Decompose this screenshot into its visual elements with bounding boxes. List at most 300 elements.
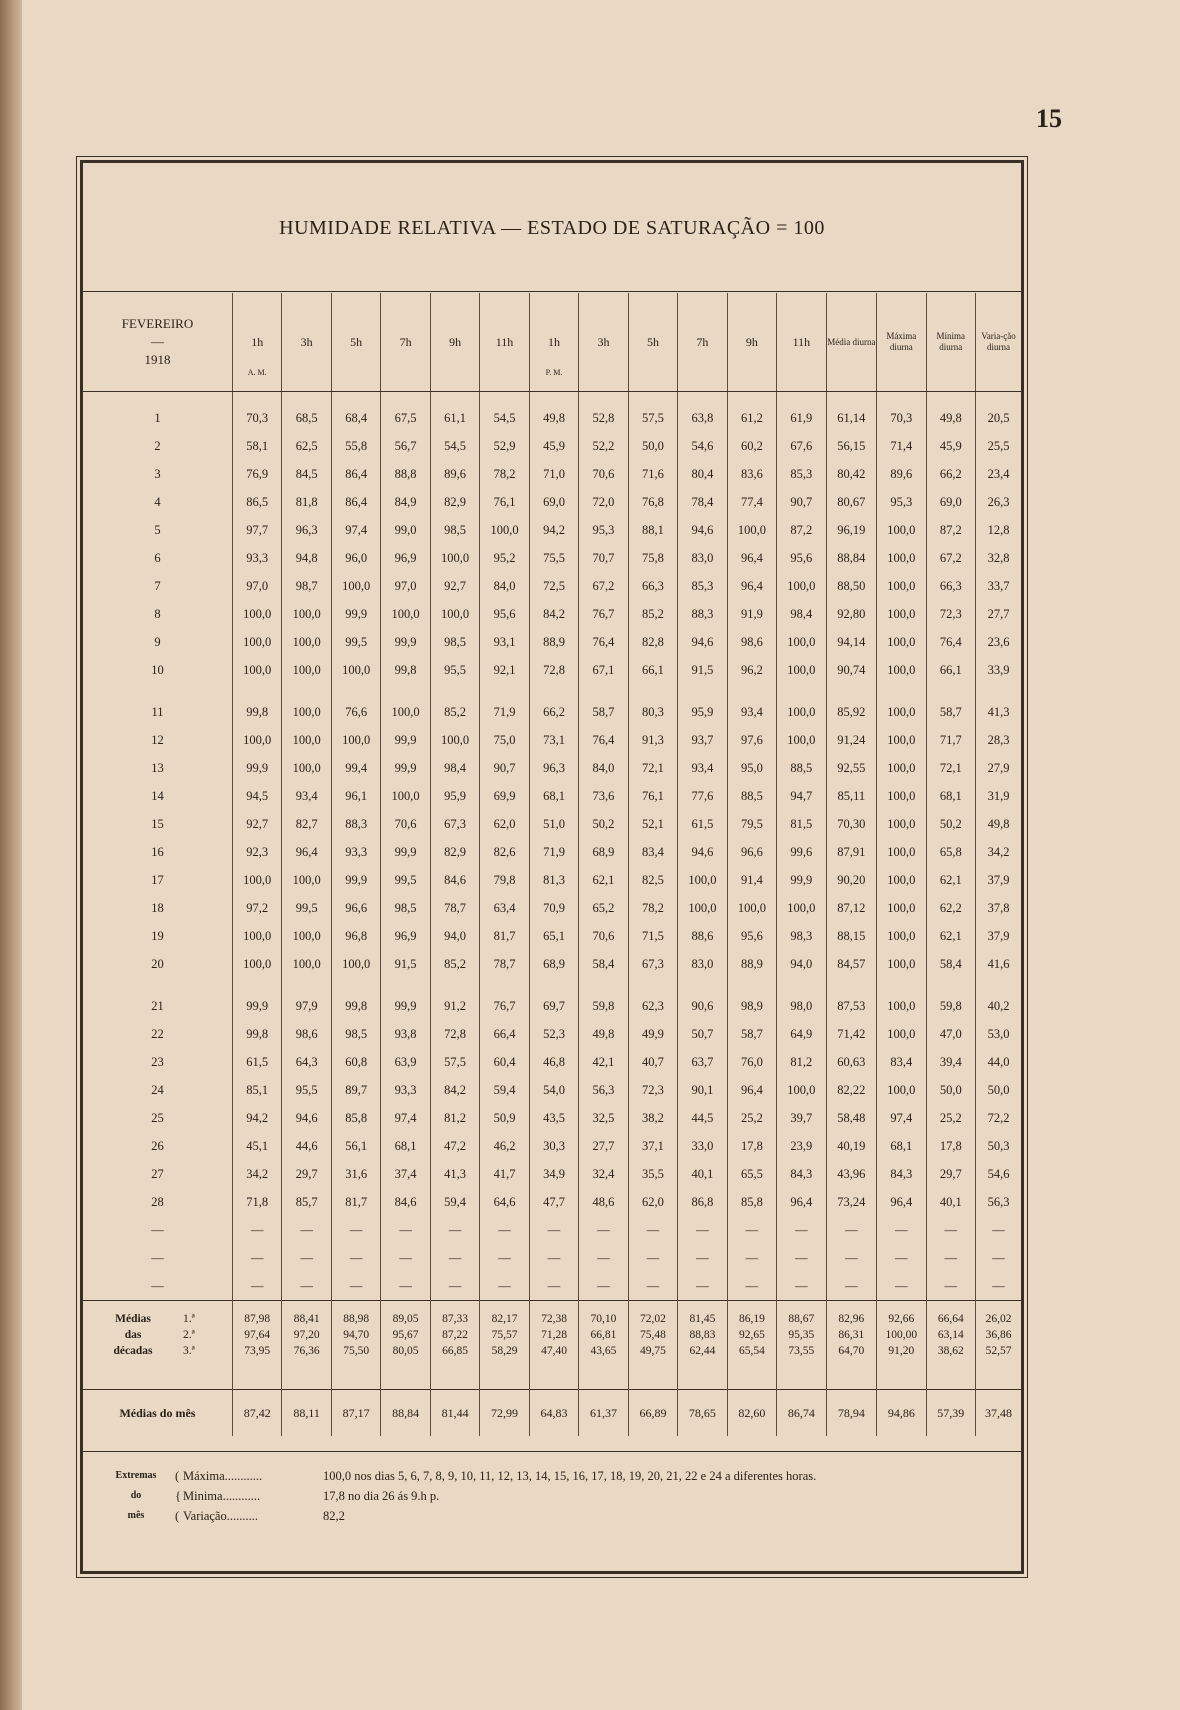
dash-cell: —: [381, 1272, 430, 1301]
hour-header: 5h: [628, 293, 677, 392]
day-cell: 6: [154, 550, 161, 565]
value-cell: 58,4: [926, 950, 975, 978]
value-cell: 66,3: [926, 572, 975, 600]
dash-cell: —: [151, 1222, 164, 1237]
table-row: [83, 922, 1021, 950]
value-cell: 66,1: [628, 656, 677, 684]
value-cell: 93,4: [727, 698, 776, 726]
value-cell: 98,9: [727, 992, 776, 1020]
dash-cell: —: [331, 1216, 380, 1244]
value-cell: 84,3: [777, 1160, 826, 1188]
table-row: [83, 726, 1021, 754]
value-cell: 44,5: [678, 1104, 727, 1132]
value-cell: 59,4: [480, 1076, 529, 1104]
value-cell: 100,0: [877, 1076, 926, 1104]
value-cell: 12,8: [976, 516, 1021, 544]
value-cell: 67,6: [777, 432, 826, 460]
value-cell: 92,55: [826, 754, 877, 782]
value-cell: 100,0: [777, 698, 826, 726]
value-cell: 40,7: [628, 1048, 677, 1076]
value-cell: 17,8: [926, 1132, 975, 1160]
dash-cell: —: [678, 1272, 727, 1301]
decade-value-cell: 75,50: [331, 1343, 380, 1359]
value-cell: 69,9: [480, 782, 529, 810]
value-cell: 99,9: [381, 838, 430, 866]
value-cell: 92,7: [232, 810, 281, 838]
value-cell: 45,1: [232, 1132, 281, 1160]
value-cell: 37,8: [976, 894, 1021, 922]
value-cell: 76,4: [579, 628, 628, 656]
dash-cell: —: [381, 1216, 430, 1244]
value-cell: 37,1: [628, 1132, 677, 1160]
value-cell: 96,4: [877, 1188, 926, 1216]
value-cell: 100,0: [331, 572, 380, 600]
dash-cell: —: [331, 1244, 380, 1272]
value-cell: 65,1: [529, 922, 578, 950]
day-cell: 21: [151, 998, 164, 1013]
value-cell: 84,6: [430, 866, 479, 894]
value-cell: 94,6: [678, 516, 727, 544]
decade-value-cell: 94,70: [331, 1327, 380, 1343]
month-header: [83, 293, 232, 392]
value-cell: 98,5: [381, 894, 430, 922]
table-row: [83, 1160, 1021, 1188]
value-cell: 81,7: [480, 922, 529, 950]
value-cell: 61,2: [727, 392, 776, 433]
value-cell: 58,4: [579, 950, 628, 978]
dash-cell: —: [151, 1250, 164, 1265]
dash-cell: —: [529, 1244, 578, 1272]
value-cell: 53,0: [976, 1020, 1021, 1048]
value-cell: 56,15: [826, 432, 877, 460]
value-cell: 99,6: [777, 838, 826, 866]
dash-cell: —: [232, 1216, 281, 1244]
value-cell: 99,8: [331, 992, 380, 1020]
value-cell: 96,3: [282, 516, 331, 544]
value-cell: 91,5: [381, 950, 430, 978]
value-cell: 99,4: [331, 754, 380, 782]
decade-value-cell: 63,14: [926, 1327, 975, 1343]
month-average-row: [83, 1390, 1021, 1437]
value-cell: 81,2: [777, 1048, 826, 1076]
maxima-diurna-header: Máxima diurna: [877, 293, 926, 392]
value-cell: 94,8: [282, 544, 331, 572]
value-cell: 99,9: [777, 866, 826, 894]
value-cell: 99,9: [381, 628, 430, 656]
value-cell: 72,8: [430, 1020, 479, 1048]
value-cell: 80,4: [678, 460, 727, 488]
table-row: [83, 516, 1021, 544]
averages-separator: [83, 1301, 1021, 1312]
value-cell: 100,0: [430, 544, 479, 572]
value-cell: 96,9: [381, 544, 430, 572]
value-cell: 72,8: [529, 656, 578, 684]
decade-value-cell: 81,45: [678, 1311, 727, 1327]
hour-header: 9h: [727, 293, 776, 392]
value-cell: 46,8: [529, 1048, 578, 1076]
empty-day-row: [83, 1272, 1021, 1301]
value-cell: 64,3: [282, 1048, 331, 1076]
value-cell: 52,9: [480, 432, 529, 460]
value-cell: 72,1: [628, 754, 677, 782]
month-value-cell: 61,37: [579, 1390, 628, 1437]
min-label: Minima............: [183, 1489, 261, 1503]
value-cell: 67,2: [926, 544, 975, 572]
value-cell: 99,9: [381, 754, 430, 782]
value-cell: 76,1: [628, 782, 677, 810]
value-cell: 95,0: [727, 754, 776, 782]
table-row: [83, 894, 1021, 922]
dash-cell: —: [628, 1272, 677, 1301]
value-cell: 32,8: [976, 544, 1021, 572]
value-cell: 99,5: [331, 628, 380, 656]
value-cell: 97,4: [877, 1104, 926, 1132]
value-cell: 70,6: [579, 460, 628, 488]
value-cell: 80,42: [826, 460, 877, 488]
value-cell: 50,0: [926, 1076, 975, 1104]
pm-label: P. M.: [545, 368, 563, 377]
value-cell: 94,6: [282, 1104, 331, 1132]
value-cell: 83,6: [727, 460, 776, 488]
value-cell: 76,6: [331, 698, 380, 726]
day-cell: 25: [151, 1110, 164, 1125]
value-cell: 40,1: [926, 1188, 975, 1216]
value-cell: 76,4: [579, 726, 628, 754]
table-row: [83, 992, 1021, 1020]
value-cell: 84,0: [579, 754, 628, 782]
value-cell: 32,5: [579, 1104, 628, 1132]
value-cell: 34,2: [232, 1160, 281, 1188]
day-cell: 12: [151, 732, 164, 747]
value-cell: 61,9: [777, 392, 826, 433]
humidity-table: [83, 293, 1021, 1436]
decade-value-cell: 91,20: [877, 1343, 926, 1359]
value-cell: 57,5: [430, 1048, 479, 1076]
dash-cell: —: [579, 1244, 628, 1272]
value-cell: 68,9: [529, 950, 578, 978]
value-cell: 76,0: [727, 1048, 776, 1076]
minima-diurna-header: Mínima diurna: [926, 293, 975, 392]
value-cell: 90,1: [678, 1076, 727, 1104]
extremes-sublabels: [183, 1466, 262, 1526]
value-cell: 33,9: [976, 656, 1021, 684]
value-cell: 89,7: [331, 1076, 380, 1104]
table-row: [83, 1132, 1021, 1160]
value-cell: 97,0: [232, 572, 281, 600]
value-cell: 66,2: [529, 698, 578, 726]
hour-header: 1h A. M.: [232, 293, 281, 392]
value-cell: 72,5: [529, 572, 578, 600]
table-row: [83, 392, 1021, 433]
decade-value-cell: 82,17: [480, 1311, 529, 1327]
value-cell: 76,9: [232, 460, 281, 488]
value-cell: 58,7: [727, 1020, 776, 1048]
value-cell: 71,6: [628, 460, 677, 488]
value-cell: 95,5: [282, 1076, 331, 1104]
value-cell: 61,1: [430, 392, 479, 433]
value-cell: 48,6: [579, 1188, 628, 1216]
value-cell: 23,9: [777, 1132, 826, 1160]
value-cell: 100,0: [232, 726, 281, 754]
value-cell: 100,0: [282, 600, 331, 628]
value-cell: 85,3: [678, 572, 727, 600]
value-cell: 93,3: [381, 1076, 430, 1104]
day-cell: 8: [154, 606, 161, 621]
value-cell: 50,9: [480, 1104, 529, 1132]
decade-average-row: [83, 1343, 1021, 1359]
value-cell: 75,8: [628, 544, 677, 572]
decade-value-cell: 76,36: [282, 1343, 331, 1359]
value-cell: 71,42: [826, 1020, 877, 1048]
value-cell: 70,3: [232, 392, 281, 433]
value-cell: 85,8: [331, 1104, 380, 1132]
value-cell: 81,2: [430, 1104, 479, 1132]
value-cell: 81,5: [777, 810, 826, 838]
decade-value-cell: 87,22: [430, 1327, 479, 1343]
value-cell: 70,30: [826, 810, 877, 838]
value-cell: 84,5: [282, 460, 331, 488]
value-cell: 98,3: [777, 922, 826, 950]
value-cell: 45,9: [926, 432, 975, 460]
value-cell: 90,74: [826, 656, 877, 684]
value-cell: 17,8: [727, 1132, 776, 1160]
value-cell: 83,4: [877, 1048, 926, 1076]
dash-cell: —: [727, 1272, 776, 1301]
table-frame: [80, 160, 1024, 1574]
dash-cell: —: [480, 1216, 529, 1244]
value-cell: 100,0: [877, 754, 926, 782]
decade-value-cell: 95,67: [381, 1327, 430, 1343]
value-cell: 59,8: [926, 992, 975, 1020]
value-cell: 64,9: [777, 1020, 826, 1048]
value-cell: 81,3: [529, 866, 578, 894]
value-cell: 93,4: [282, 782, 331, 810]
value-cell: 68,1: [877, 1132, 926, 1160]
table-row: [83, 1104, 1021, 1132]
dash-cell: —: [926, 1244, 975, 1272]
value-cell: 60,2: [727, 432, 776, 460]
value-cell: 72,3: [628, 1076, 677, 1104]
decade-label: décadas 3.ª: [113, 1345, 195, 1357]
value-cell: 100,0: [877, 838, 926, 866]
value-cell: 99,9: [232, 992, 281, 1020]
value-cell: 97,9: [282, 992, 331, 1020]
value-cell: 66,2: [926, 460, 975, 488]
value-cell: 100,0: [381, 782, 430, 810]
value-cell: 49,8: [926, 392, 975, 433]
month-value-cell: 94,86: [877, 1390, 926, 1437]
value-cell: 100,0: [282, 866, 331, 894]
value-cell: 56,3: [976, 1188, 1021, 1216]
decade-value-cell: 89,05: [381, 1311, 430, 1327]
dash-cell: —: [480, 1244, 529, 1272]
value-cell: 97,0: [381, 572, 430, 600]
value-cell: 41,7: [480, 1160, 529, 1188]
table-row: [83, 544, 1021, 572]
day-cell: 20: [151, 956, 164, 971]
value-cell: 82,7: [282, 810, 331, 838]
value-cell: 45,9: [529, 432, 578, 460]
hour-header: 1h P. M.: [529, 293, 578, 392]
value-cell: 100,0: [232, 950, 281, 978]
value-cell: 88,3: [678, 600, 727, 628]
table-row: [83, 950, 1021, 978]
value-cell: 34,9: [529, 1160, 578, 1188]
month-value-cell: 82,60: [727, 1390, 776, 1437]
decade-value-cell: 52,57: [976, 1343, 1021, 1359]
hour-header: 3h: [282, 293, 331, 392]
page-number: 15: [1036, 104, 1062, 133]
value-cell: 100,0: [282, 726, 331, 754]
media-diurna-header: Média diurna: [826, 293, 877, 392]
min-value: 17,8 no dia 26 ás 9.h p.: [323, 1489, 440, 1503]
table-row: [83, 488, 1021, 516]
empty-day-row: [83, 1216, 1021, 1244]
value-cell: 68,9: [579, 838, 628, 866]
value-cell: 85,8: [727, 1188, 776, 1216]
day-cell: 9: [154, 634, 161, 649]
dash-cell: —: [877, 1272, 926, 1301]
decade-value-cell: 86,19: [727, 1311, 776, 1327]
value-cell: 85,2: [628, 600, 677, 628]
max-label: Máxima............: [183, 1469, 263, 1483]
value-cell: 85,3: [777, 460, 826, 488]
value-cell: 100,0: [430, 726, 479, 754]
value-cell: 100,0: [877, 516, 926, 544]
value-cell: 99,9: [381, 992, 430, 1020]
value-cell: 84,3: [877, 1160, 926, 1188]
value-cell: 99,9: [331, 866, 380, 894]
value-cell: 43,5: [529, 1104, 578, 1132]
value-cell: 79,5: [727, 810, 776, 838]
value-cell: 94,14: [826, 628, 877, 656]
month-value-cell: 78,94: [826, 1390, 877, 1437]
decade-value-cell: 70,10: [579, 1311, 628, 1327]
value-cell: 78,2: [628, 894, 677, 922]
value-cell: 68,4: [331, 392, 380, 433]
day-cell: 7: [154, 578, 161, 593]
value-cell: 77,4: [727, 488, 776, 516]
value-cell: 99,9: [381, 726, 430, 754]
dash-cell: —: [628, 1244, 677, 1272]
value-cell: 83,0: [678, 950, 727, 978]
value-cell: 91,3: [628, 726, 677, 754]
dash-cell: —: [777, 1272, 826, 1301]
dash-cell: —: [282, 1244, 331, 1272]
value-cell: 83,0: [678, 544, 727, 572]
decade-value-cell: 72,02: [628, 1311, 677, 1327]
value-cell: 100,0: [777, 572, 826, 600]
value-cell: 52,1: [628, 810, 677, 838]
value-cell: 93,3: [331, 838, 380, 866]
value-cell: 89,6: [430, 460, 479, 488]
value-cell: 63,9: [381, 1048, 430, 1076]
value-cell: 62,1: [579, 866, 628, 894]
value-cell: 88,8: [381, 460, 430, 488]
day-cell: 17: [151, 872, 164, 887]
dash-cell: —: [282, 1216, 331, 1244]
value-cell: 37,4: [381, 1160, 430, 1188]
value-cell: 98,6: [282, 1020, 331, 1048]
month-value-cell: 88,84: [381, 1390, 430, 1437]
value-cell: 100,0: [232, 922, 281, 950]
value-cell: 60,63: [826, 1048, 877, 1076]
value-cell: 88,5: [727, 782, 776, 810]
value-cell: 75,5: [529, 544, 578, 572]
value-cell: 50,3: [976, 1132, 1021, 1160]
value-cell: 100,0: [877, 922, 926, 950]
value-cell: 76,8: [628, 488, 677, 516]
value-cell: 83,4: [628, 838, 677, 866]
value-cell: 99,8: [232, 698, 281, 726]
value-cell: 97,2: [232, 894, 281, 922]
dash-cell: —: [529, 1272, 578, 1301]
value-cell: 100,0: [727, 516, 776, 544]
decade-value-cell: 86,31: [826, 1327, 877, 1343]
value-cell: 58,48: [826, 1104, 877, 1132]
value-cell: 54,0: [529, 1076, 578, 1104]
decade-value-cell: 66,81: [579, 1327, 628, 1343]
value-cell: 67,2: [579, 572, 628, 600]
value-cell: 57,5: [628, 392, 677, 433]
value-cell: 100,0: [282, 628, 331, 656]
value-cell: 100,0: [877, 894, 926, 922]
value-cell: 100,0: [877, 698, 926, 726]
table-row: [83, 1076, 1021, 1104]
dash-cell: —: [777, 1216, 826, 1244]
value-cell: 99,8: [232, 1020, 281, 1048]
value-cell: 79,8: [480, 866, 529, 894]
decade-value-cell: 47,40: [529, 1343, 578, 1359]
decade-value-cell: 75,57: [480, 1327, 529, 1343]
value-cell: 66,4: [480, 1020, 529, 1048]
decade-value-cell: 43,65: [579, 1343, 628, 1359]
dash-cell: —: [826, 1272, 877, 1301]
value-cell: 23,4: [976, 460, 1021, 488]
table-row: [83, 656, 1021, 684]
value-cell: 67,3: [430, 810, 479, 838]
decade-value-cell: 97,64: [232, 1327, 281, 1343]
value-cell: 56,7: [381, 432, 430, 460]
var-value: 82,2: [323, 1509, 345, 1523]
value-cell: 52,2: [579, 432, 628, 460]
value-cell: 58,1: [232, 432, 281, 460]
value-cell: 65,8: [926, 838, 975, 866]
value-cell: 54,5: [480, 392, 529, 433]
value-cell: 90,6: [678, 992, 727, 1020]
value-cell: 46,2: [480, 1132, 529, 1160]
value-cell: 100,0: [877, 992, 926, 1020]
value-cell: 27,7: [579, 1132, 628, 1160]
value-cell: 40,2: [976, 992, 1021, 1020]
value-cell: 99,8: [381, 656, 430, 684]
value-cell: 82,5: [628, 866, 677, 894]
value-cell: 47,7: [529, 1188, 578, 1216]
value-cell: 99,9: [331, 600, 380, 628]
value-cell: 65,5: [727, 1160, 776, 1188]
value-cell: 61,5: [232, 1048, 281, 1076]
value-cell: 93,3: [232, 544, 281, 572]
value-cell: 50,0: [628, 432, 677, 460]
dash-cell: —: [727, 1216, 776, 1244]
value-cell: 93,1: [480, 628, 529, 656]
value-cell: 93,7: [678, 726, 727, 754]
value-cell: 44,6: [282, 1132, 331, 1160]
value-cell: 47,0: [926, 1020, 975, 1048]
spacer-row: [83, 1359, 1021, 1390]
value-cell: 68,1: [926, 782, 975, 810]
value-cell: 98,5: [331, 1020, 380, 1048]
